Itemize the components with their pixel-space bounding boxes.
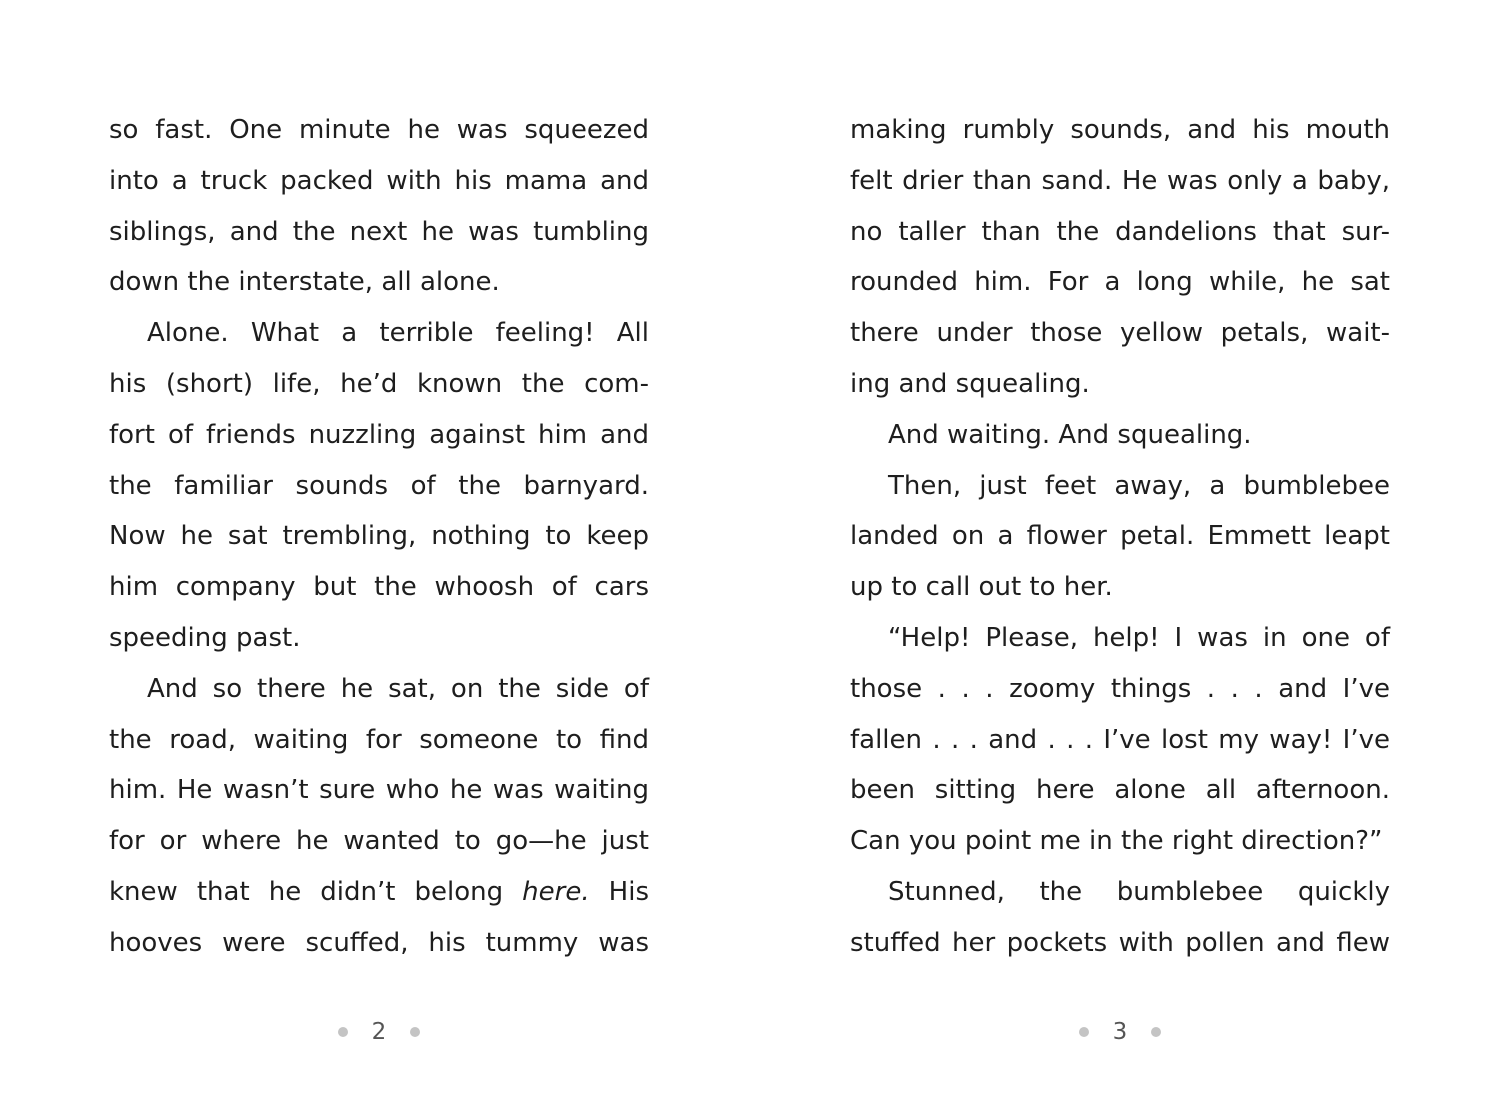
text-line: his (short) life, he’d known the com- [109,368,649,399]
bullet-dot-icon [338,1027,348,1037]
text-line: Stunned, the bumblebee quickly [888,876,1390,907]
text-line: making rumbly sounds, and his mouth [850,115,1390,145]
text-line: Now he sat trembling, nothing to keep [109,521,649,552]
page-number: 2 [371,1019,387,1045]
text-line: Can you point me in the right direction?” [850,826,1383,857]
left-page-text [109,105,649,969]
text-line: the road, waiting for someone to find [109,724,649,755]
text-segment: knew that he didn’t belong [109,876,523,907]
text-line: fort of friends nuzzling against him and [109,419,649,450]
text-line: for or where he wanted to go—he just [109,826,649,857]
text-line: fallen . . . and . . . I’ve lost my way! I’ve [850,724,1390,755]
text-line: speeding past. [109,622,301,653]
text-line: Alone. What a terrible feeling! All [147,318,649,349]
page-number: 3 [1112,1019,1128,1045]
bullet-dot-icon [410,1027,420,1037]
text-line: “Help! Please, help! I was in one of [888,622,1390,653]
text-line: him. He wasn’t sure who he was waiting [109,775,649,806]
text-line: Then, just feet away, a bumblebee [888,470,1390,501]
text-line-with-emphasis [109,867,649,918]
emphasized-word: here. [522,876,590,907]
text-line: no taller than the dandelions that sur- [850,216,1390,247]
text-line: so fast. One minute he was squeezed [109,115,649,145]
text-line: into a truck packed with his mama and [109,165,649,196]
right-page-text [850,105,1390,969]
text-line: siblings, and the next he was tumbling [109,216,649,247]
page-number-footer-left [319,1014,439,1050]
text-line: down the interstate, all alone. [109,267,500,298]
text-line: stuffed her pockets with pollen and flew [850,927,1390,958]
text-line: And so there he sat, on the side of [147,673,649,704]
text-line: him company but the whoosh of cars [109,572,649,603]
text-line: those . . . zoomy things . . . and I’ve [850,673,1390,704]
bullet-dot-icon [1079,1027,1089,1037]
text-line: there under those yellow petals, wait- [850,318,1390,349]
text-line: up to call out to her. [850,572,1113,603]
text-line: rounded him. For a long while, he sat [850,267,1390,298]
text-line: ing and squealing. [850,368,1090,399]
text-line: landed on a flower petal. Emmett leapt [850,521,1390,552]
text-line: felt drier than sand. He was only a baby, [850,165,1390,196]
text-line: hooves were scuffed, his tummy was [109,927,649,958]
text-segment: His [589,876,649,907]
text-line: been sitting here alone all afternoon. [850,775,1390,806]
bullet-dot-icon [1151,1027,1161,1037]
text-line: And waiting. And squealing. [888,419,1252,450]
text-line: the familiar sounds of the barnyard. [109,470,649,501]
page-number-footer-right [1060,1014,1180,1050]
